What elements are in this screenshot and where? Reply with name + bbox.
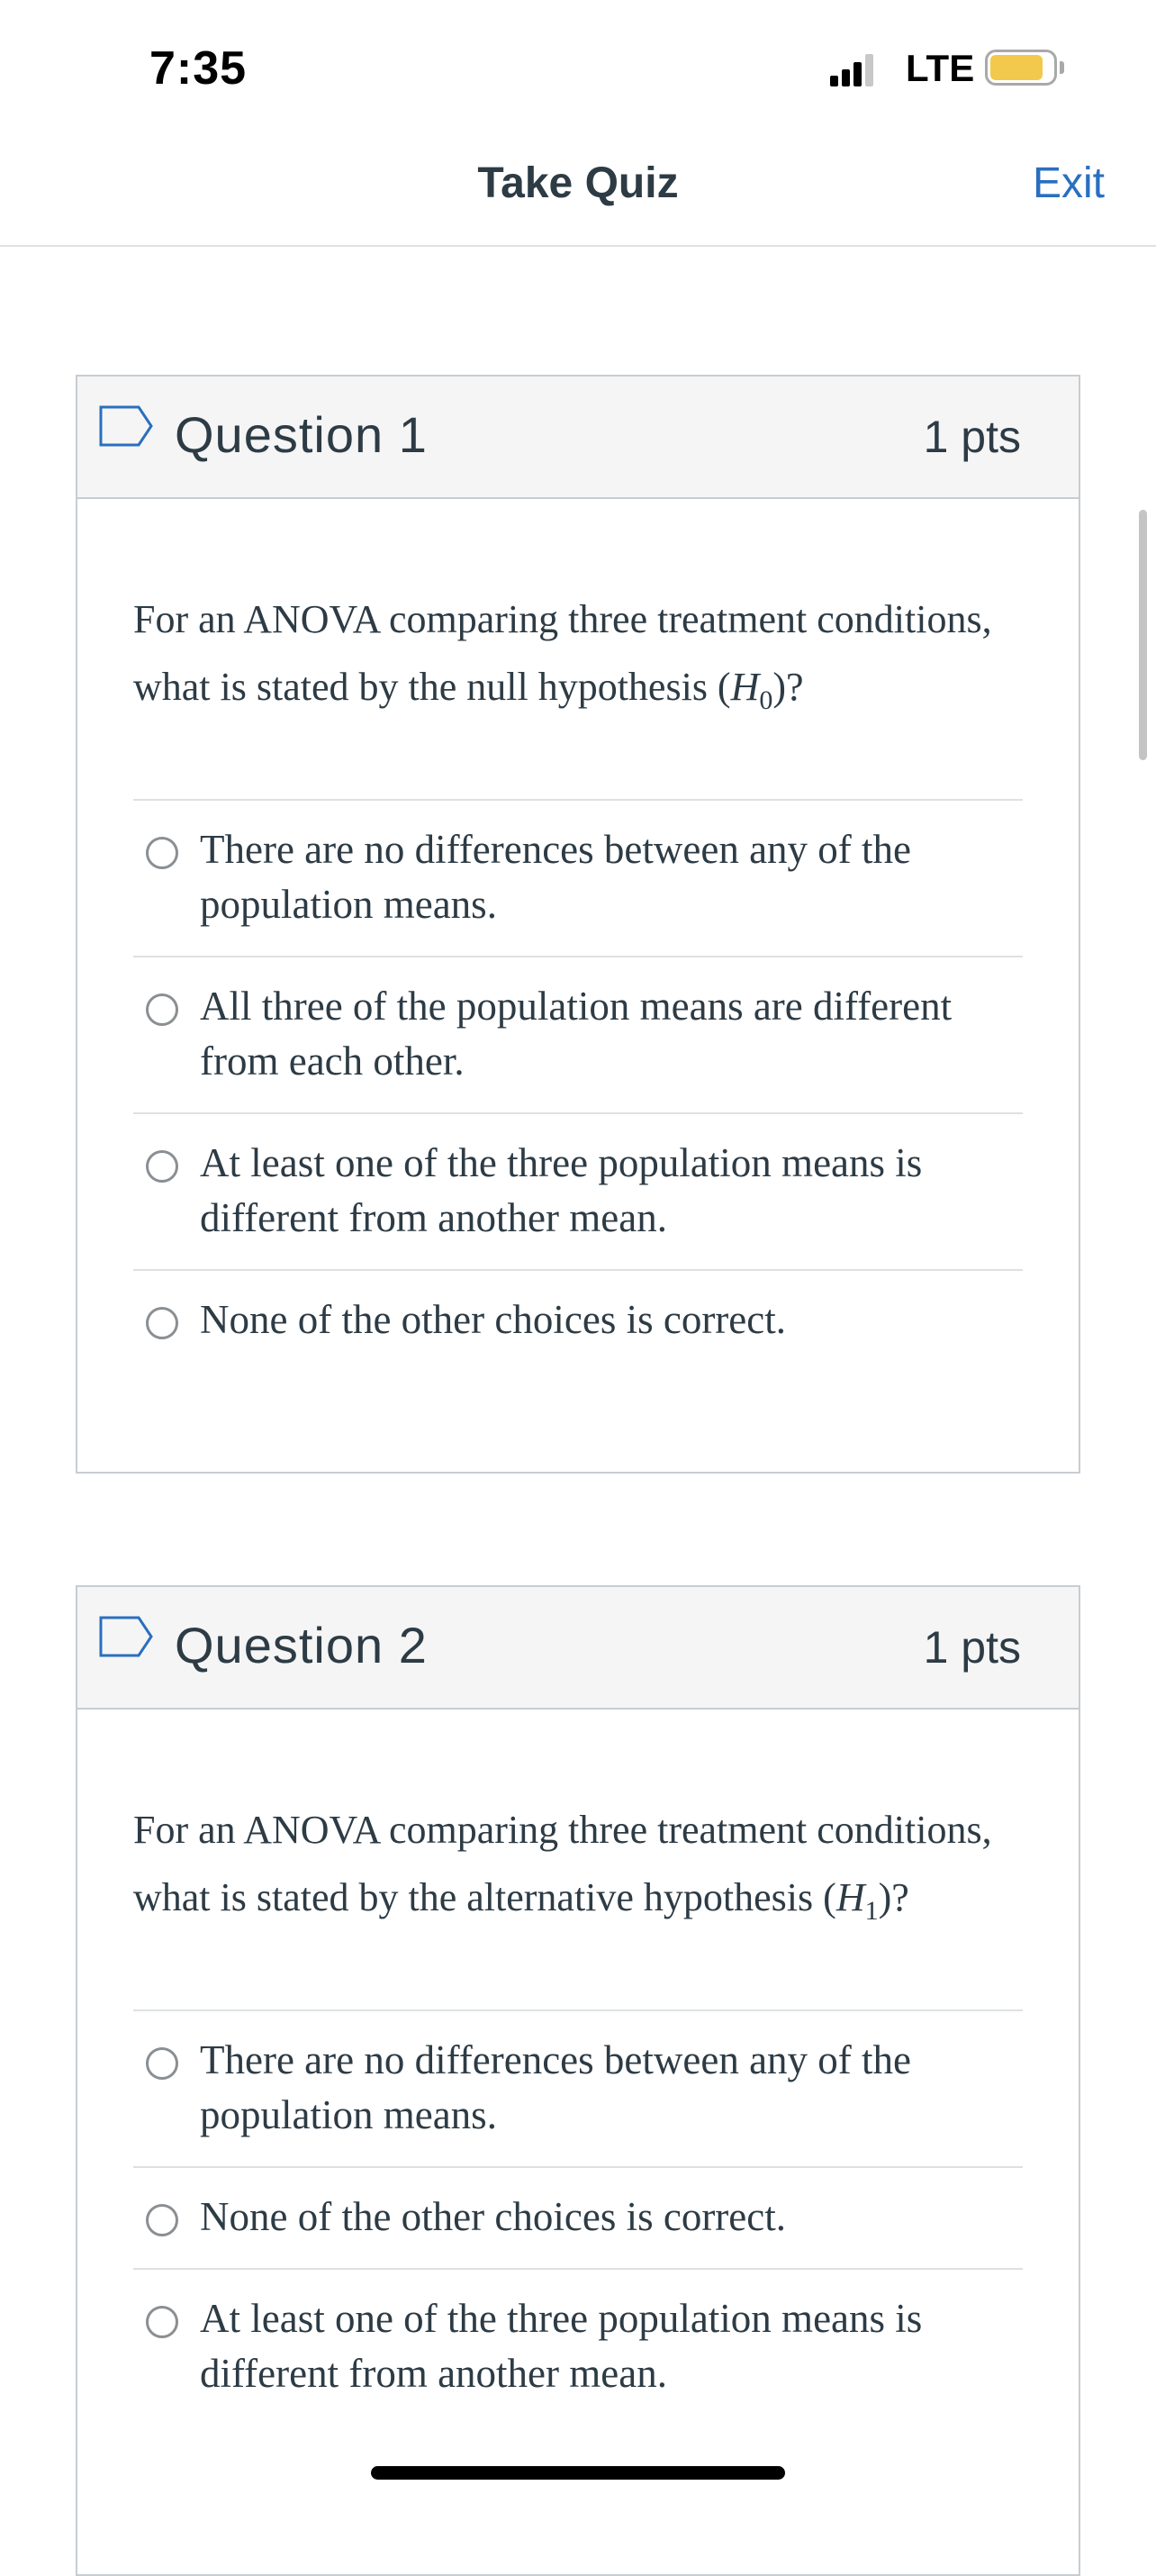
question-header xyxy=(77,376,1079,499)
answer-list xyxy=(133,799,1023,1371)
status-time: 7:35 xyxy=(149,42,248,95)
answer-label: There are no differences between any of the population means. xyxy=(200,826,912,927)
answer-list xyxy=(133,2009,1023,2425)
exit-button[interactable]: Exit xyxy=(1032,159,1105,207)
page-title: Take Quiz xyxy=(477,159,679,207)
radio-button[interactable] xyxy=(146,2204,178,2236)
answer-label: There are no differences between any of the population means. xyxy=(200,2036,912,2137)
answer-label: All three of the population means are different from each other. xyxy=(200,983,953,1084)
scrollbar[interactable] xyxy=(1139,510,1147,760)
radio-button[interactable] xyxy=(146,2047,178,2080)
answer-label: At least one of the three population means is different from another mean. xyxy=(200,1139,923,1240)
answer-option[interactable] xyxy=(133,1114,1023,1271)
question-title: Question 2 xyxy=(175,1617,428,1673)
question-text: For an ANOVA comparing three treatment conditions, what is stated by the null hypothesis $(H_0)$? xyxy=(133,597,992,715)
radio-button[interactable] xyxy=(146,993,178,1026)
radio-button[interactable] xyxy=(146,1150,178,1183)
flag-icon[interactable] xyxy=(99,1616,155,1657)
answer-option[interactable] xyxy=(133,2270,1023,2425)
network-type: LTE xyxy=(906,47,975,89)
answer-option[interactable] xyxy=(133,1271,1023,1371)
status-bar xyxy=(0,0,1156,135)
answer-option[interactable] xyxy=(133,957,1023,1114)
battery-icon xyxy=(985,50,1057,86)
question-card xyxy=(76,1585,1080,2576)
question-card xyxy=(76,375,1080,1474)
question-title: Question 1 xyxy=(175,406,428,463)
answer-option[interactable] xyxy=(133,2168,1023,2270)
answer-label: None of the other choices is correct. xyxy=(200,1296,786,1342)
answer-label: At least one of the three population means is different from another mean. xyxy=(200,2295,923,2396)
home-indicator xyxy=(371,2466,785,2480)
cellular-signal-icon xyxy=(830,52,873,86)
question-text: For an ANOVA comparing three treatment conditions, what is stated by the alternative hypothesis $(H_1)$? xyxy=(133,1808,992,1926)
answer-option[interactable] xyxy=(133,2011,1023,2168)
radio-button[interactable] xyxy=(146,1307,178,1339)
nav-bar xyxy=(0,135,1156,247)
radio-button[interactable] xyxy=(146,2306,178,2338)
answer-label: None of the other choices is correct. xyxy=(200,2193,786,2239)
flag-icon[interactable] xyxy=(99,405,155,447)
question-header xyxy=(77,1587,1079,1710)
question-points: 1 pts xyxy=(923,412,1021,462)
question-points: 1 pts xyxy=(923,1622,1021,1673)
answer-option[interactable] xyxy=(133,801,1023,957)
radio-button[interactable] xyxy=(146,837,178,869)
